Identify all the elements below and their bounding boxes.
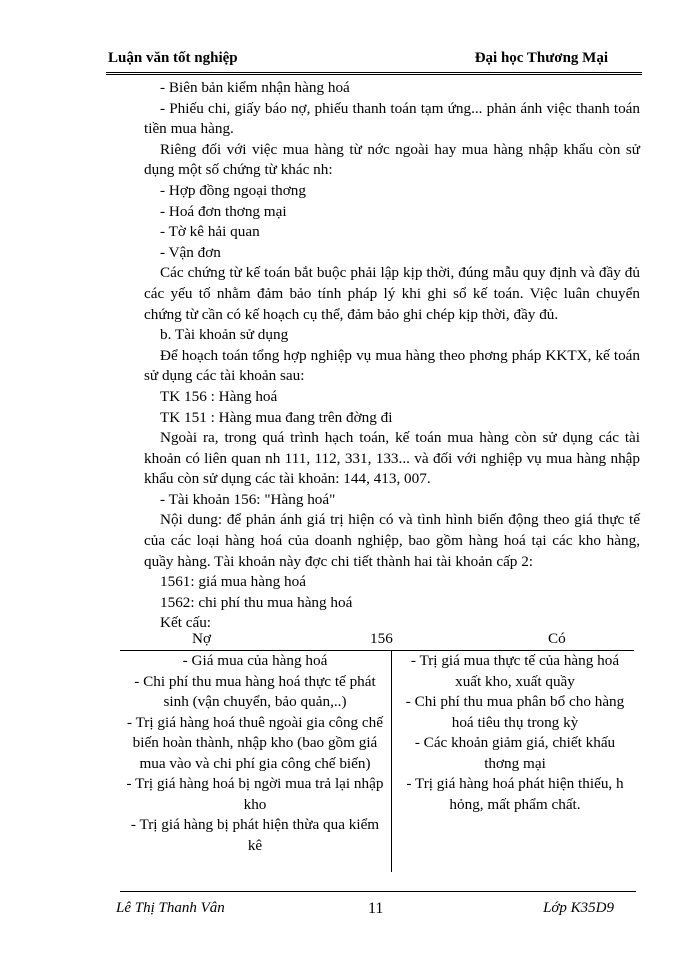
paragraph: Các chứng từ kế toán bắt buộc phải lập kịp thời, đúng mẫu quy định và đầy đủ các yếu tố nhằm đảm bảo tính pháp lý khi ghi sổ kế toán. Việc luân chuyển chứng từ cần có kế hoạch cụ thể, đảm bảo ghi chép kịp thời, đầy đủ. bbox=[144, 264, 640, 323]
paragraph: - Phiếu chi, giấy báo nợ, phiếu thanh toán tạm ứng... phản ánh việc thanh toán tiền mua hàng. bbox=[144, 99, 640, 138]
header-divider bbox=[106, 72, 642, 75]
paragraph: - Vận đơn bbox=[160, 243, 221, 261]
debit-entry: - Trị giá hàng hoá bị ngời mua trả lại nhập kho bbox=[126, 775, 384, 813]
debit-entry: - Trị giá hàng bị phát hiện thừa qua kiểm kê bbox=[130, 816, 380, 854]
paragraph: Để hoạch toán tổng hợp nghiệp vụ mua hàng theo phơng pháp KKTX, kế toán sử dụng các tài khoản sau: bbox=[144, 346, 640, 385]
credit-column bbox=[396, 651, 634, 815]
debit-entry: - Giá mua của hàng hoá bbox=[182, 652, 328, 669]
credit-entry: - Trị giá hàng hoá phát hiện thiếu, h hỏng, mất phẩm chất. bbox=[406, 775, 624, 813]
paragraph: TK 151 : Hàng mua đang trên đờng đi bbox=[160, 408, 393, 426]
credit-entry: - Chi phí thu mua phân bổ cho hàng hoá tiêu thụ trong kỳ bbox=[405, 693, 625, 731]
footer-divider bbox=[120, 891, 636, 892]
paragraph: Riêng đối với việc mua hàng từ nớc ngoài hay mua hàng nhập khẩu còn sử dụng một số chứng từ khác nh: bbox=[144, 140, 640, 179]
footer-author: Lê Thị Thanh Vân bbox=[116, 900, 225, 916]
page-number: 11 bbox=[368, 900, 384, 917]
paragraph: TK 156 : Hàng hoá bbox=[160, 387, 278, 405]
credit-entry: - Trị giá mua thực tế của hàng hoá xuất kho, xuất quầy bbox=[410, 652, 620, 690]
account-number: 156 bbox=[370, 630, 393, 647]
paragraph: 1561: giá mua hàng hoá bbox=[160, 573, 306, 591]
paragraph: - Biên bản kiểm nhận hàng hoá bbox=[160, 79, 350, 96]
body-text bbox=[144, 78, 640, 634]
paragraph: - Tờ kê hải quan bbox=[160, 223, 260, 241]
debit-entry: - Trị giá hàng hoá thuê ngoài gia công chế biến hoàn thành, nhập kho (bao gồm giá mua vào và chi phí gia công chế biến) bbox=[126, 713, 384, 772]
paragraph: - Hợp đồng ngoại thơng bbox=[160, 181, 306, 199]
debit-column bbox=[124, 651, 386, 856]
debit-entry: - Chi phí thu mua hàng hoá thực tế phát sinh (vận chuyển, bảo quản,..) bbox=[134, 672, 376, 710]
debit-label: Nợ bbox=[192, 630, 211, 647]
header-university-label: Đại học Thương Mại bbox=[474, 50, 608, 66]
paragraph: Nội dung: để phản ánh giá trị hiện có và tình hình biến động theo giá thực tế của các loại hàng hoá của doanh nghiệp, bao gồm hàng hoá tại các kho hàng, quầy hàng. Tài khoản này đợc chi tiết thành hai tài khoản cấp 2: bbox=[144, 511, 640, 570]
paragraph: - Tài khoản 156: "Hàng hoá" bbox=[160, 490, 336, 508]
paragraph: - Hoá đơn thơng mại bbox=[160, 202, 287, 220]
header-thesis-label: Luận văn tốt nghiệp bbox=[108, 50, 238, 66]
t-account-vertical-line bbox=[391, 650, 392, 872]
paragraph: Kết cấu: bbox=[160, 614, 212, 632]
credit-label: Có bbox=[548, 630, 566, 647]
paragraph: 1562: chi phí thu mua hàng hoá bbox=[160, 593, 353, 611]
footer-class: Lớp K35D9 bbox=[543, 900, 614, 916]
credit-entry: - Các khoản giảm giá, chiết khấu thơng mại bbox=[414, 734, 616, 772]
paragraph: Ngoài ra, trong quá trình hạch toán, kế toán mua hàng còn sử dụng các tài khoản có liên quan nh 111, 112, 331, 133... và đối với nghiệp vụ mua hàng nhập khẩu còn sử dụng các tài khoản: 144, 413, 007. bbox=[144, 429, 640, 488]
section-heading: b. Tài khoản sử dụng bbox=[160, 326, 289, 344]
